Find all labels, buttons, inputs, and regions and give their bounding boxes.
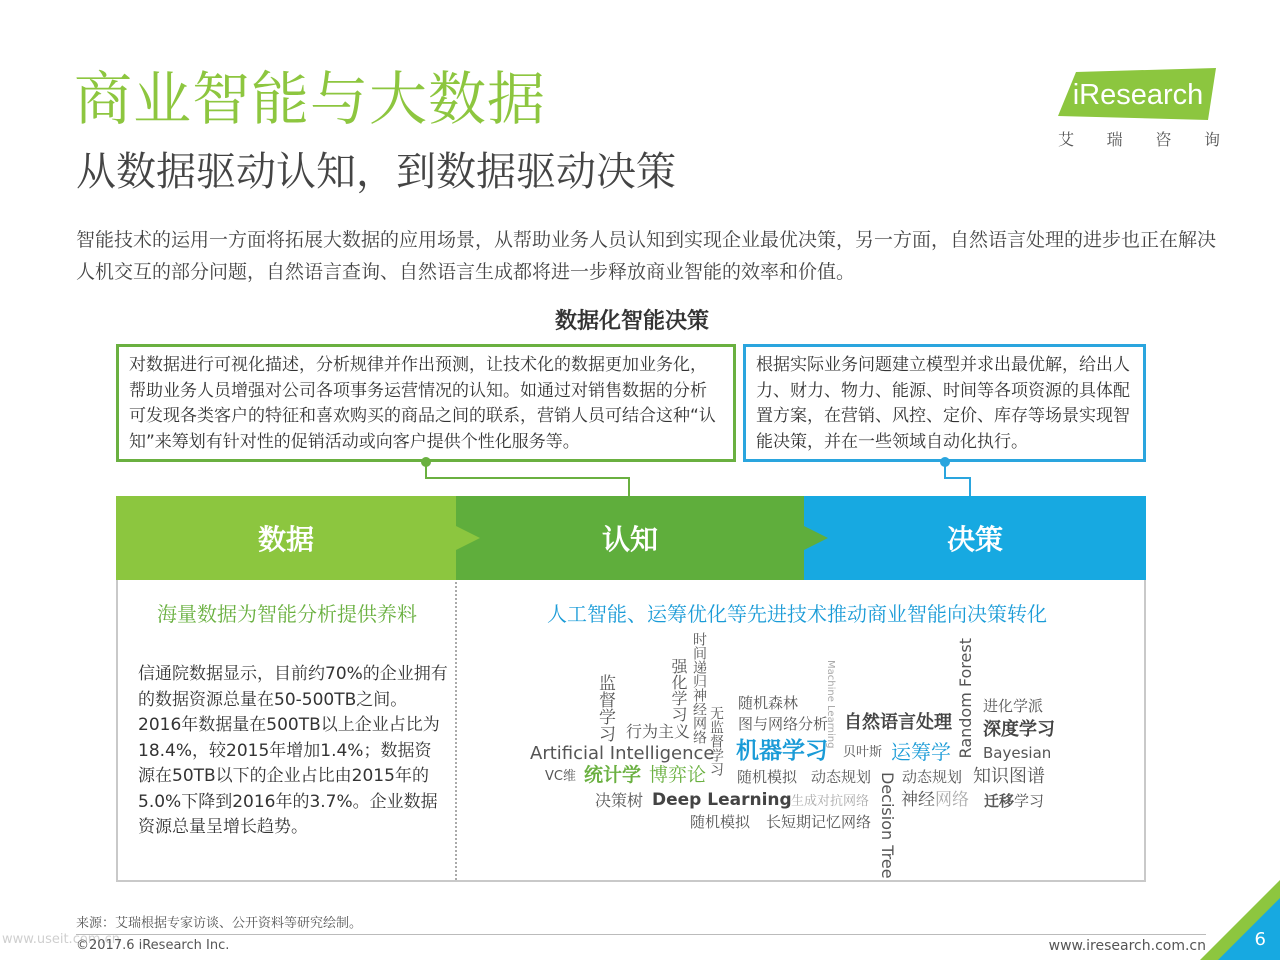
right-connector-line xyxy=(945,462,970,496)
word-decision-tree-en: Decision Tree xyxy=(878,772,897,879)
word-machine-learning-cn: 机器学习 xyxy=(736,738,828,764)
watermark-text: www.useit.com.cn xyxy=(2,932,120,947)
logo-char: 咨 xyxy=(1155,130,1172,149)
word-neural: 神经网络 xyxy=(901,790,969,810)
decision-callout: 根据实际业务问题建立模型并求出最优解，给出人力、财力、物力、能源、时间等各项资源的具体配置方案，在营销、风控、定价、库存等场景实现智能决策，并在一些领域自动化执行。 xyxy=(743,344,1146,462)
intro-paragraph: 智能技术的运用一方面将拓展大数据的应用场景，从帮助业务人员认知到实现企业最优决策，另一方面，自然语言处理的进步也正在解决人机交互的部分问题，自然语言查询、自然语言生成都将进一步释放商业智能的效率和价值。 xyxy=(76,229,1217,283)
word-behaviorism: 行为主义 xyxy=(626,722,691,741)
word-game-theory: 博弈论 xyxy=(649,764,707,786)
word-random-forest-cn: 随机森林 xyxy=(738,694,799,712)
word-unsupervised: 无监督学习 xyxy=(708,706,724,776)
arrow-cognition-to-decision xyxy=(804,496,832,580)
logo-wordmark: iResearch xyxy=(1072,79,1204,111)
word-graph-analysis: 图与网络分析 xyxy=(738,715,829,733)
word-dynamic-programming: 动态规划 xyxy=(811,768,872,786)
data-heading: 海量数据为智能分析提供养料 xyxy=(157,602,417,626)
word-evolutionism: 进化学派 xyxy=(983,697,1044,715)
word-deep-learning-cn: 深度学习 xyxy=(983,719,1055,740)
word-operations-research: 运筹学 xyxy=(891,740,951,764)
site-url: www.iresearch.com.cn xyxy=(1048,938,1206,954)
word-supervised: 监督学习 xyxy=(595,674,615,742)
word-bayes-cn: 贝叶斯 xyxy=(843,745,883,760)
page-number: 6 xyxy=(1254,929,1266,950)
footer-divider xyxy=(76,934,1206,935)
word-nlp: 自然语言处理 xyxy=(844,712,952,733)
word-transfer-learning: 迁移学习 xyxy=(984,792,1045,810)
word-knowledge-graph: 知识图谱 xyxy=(973,766,1045,787)
word-random-simulation: 随机模拟 xyxy=(737,768,798,786)
word-gan: 生成对抗网络 xyxy=(791,794,870,809)
word-random-simulation-2: 随机模拟 xyxy=(690,813,751,831)
page-title: 商业智能与大数据 xyxy=(74,65,547,133)
logo-char: 瑞 xyxy=(1106,130,1123,149)
left-connector-line xyxy=(426,462,629,496)
diagram-title: 数据化智能决策 xyxy=(554,309,709,334)
word-vc-dimension: VC维 xyxy=(545,769,576,784)
iresearch-logo xyxy=(1058,68,1216,120)
data-body-text: 信通院数据显示，目前约70%的企业拥有的数据资源总量在50-500TB之间。2016年数据量在500TB以上企业占比为18.4%，较2015年增加1.4%；数据资源在50TB以下的企业占比由2015年的5.0%下降到2016年的3.7%。企业数据资源总量呈增长趋势。 xyxy=(138,664,448,837)
tech-heading: 人工智能、运筹优化等先进技术推动商业智能向决策转化 xyxy=(547,602,1047,626)
page-subtitle: 从数据驱动认知，到数据驱动决策 xyxy=(76,149,676,195)
word-dynamic-programming-2: 动态规划 xyxy=(902,768,963,786)
logo-chinese-name xyxy=(1058,127,1220,150)
logo-char: 询 xyxy=(1203,130,1220,149)
copyright: ©2017.6 iResearch Inc. xyxy=(76,938,230,953)
stage-data: 数据 xyxy=(116,496,456,580)
word-random-forest-en: Random Forest xyxy=(956,638,975,759)
word-bayesian-en: Bayesian xyxy=(983,744,1052,762)
cognition-callout: 对数据进行可视化描述，分析规律并作出预测，让技术化的数据更加业务化，帮助业务人员增强对公司各项事务运营情况的认知。如通过对销售数据的分析可发现各类客户的特征和喜欢购买的商品之间的联系，营销人员可结合这种“认知”来筹划有针对性的促销活动或向客户提供个性化服务等。 xyxy=(116,344,736,462)
stage-decision: 决策 xyxy=(804,496,1146,580)
source-note: 来源：艾瑞根据专家访谈、公开资料等研究绘制。 xyxy=(76,916,363,931)
logo-char: 艾 xyxy=(1058,130,1075,149)
word-reinforcement: 强化学习 xyxy=(669,658,688,722)
word-decision-tree-cn: 决策树 xyxy=(595,791,644,810)
word-deep-learning-en: Deep Learning xyxy=(652,790,792,810)
page-corner-decoration xyxy=(1200,880,1280,960)
word-rnn: 时间递归神经网络 xyxy=(691,632,707,744)
word-statistics: 统计学 xyxy=(584,764,642,786)
stage-cognition: 认知 xyxy=(456,496,804,580)
word-ai-en: Artificial Intelligence xyxy=(530,743,715,764)
word-machine-learning-en: Machine Learning xyxy=(825,660,836,749)
word-lstm: 长短期记忆网络 xyxy=(766,813,872,831)
arrow-data-to-cognition xyxy=(456,496,484,580)
